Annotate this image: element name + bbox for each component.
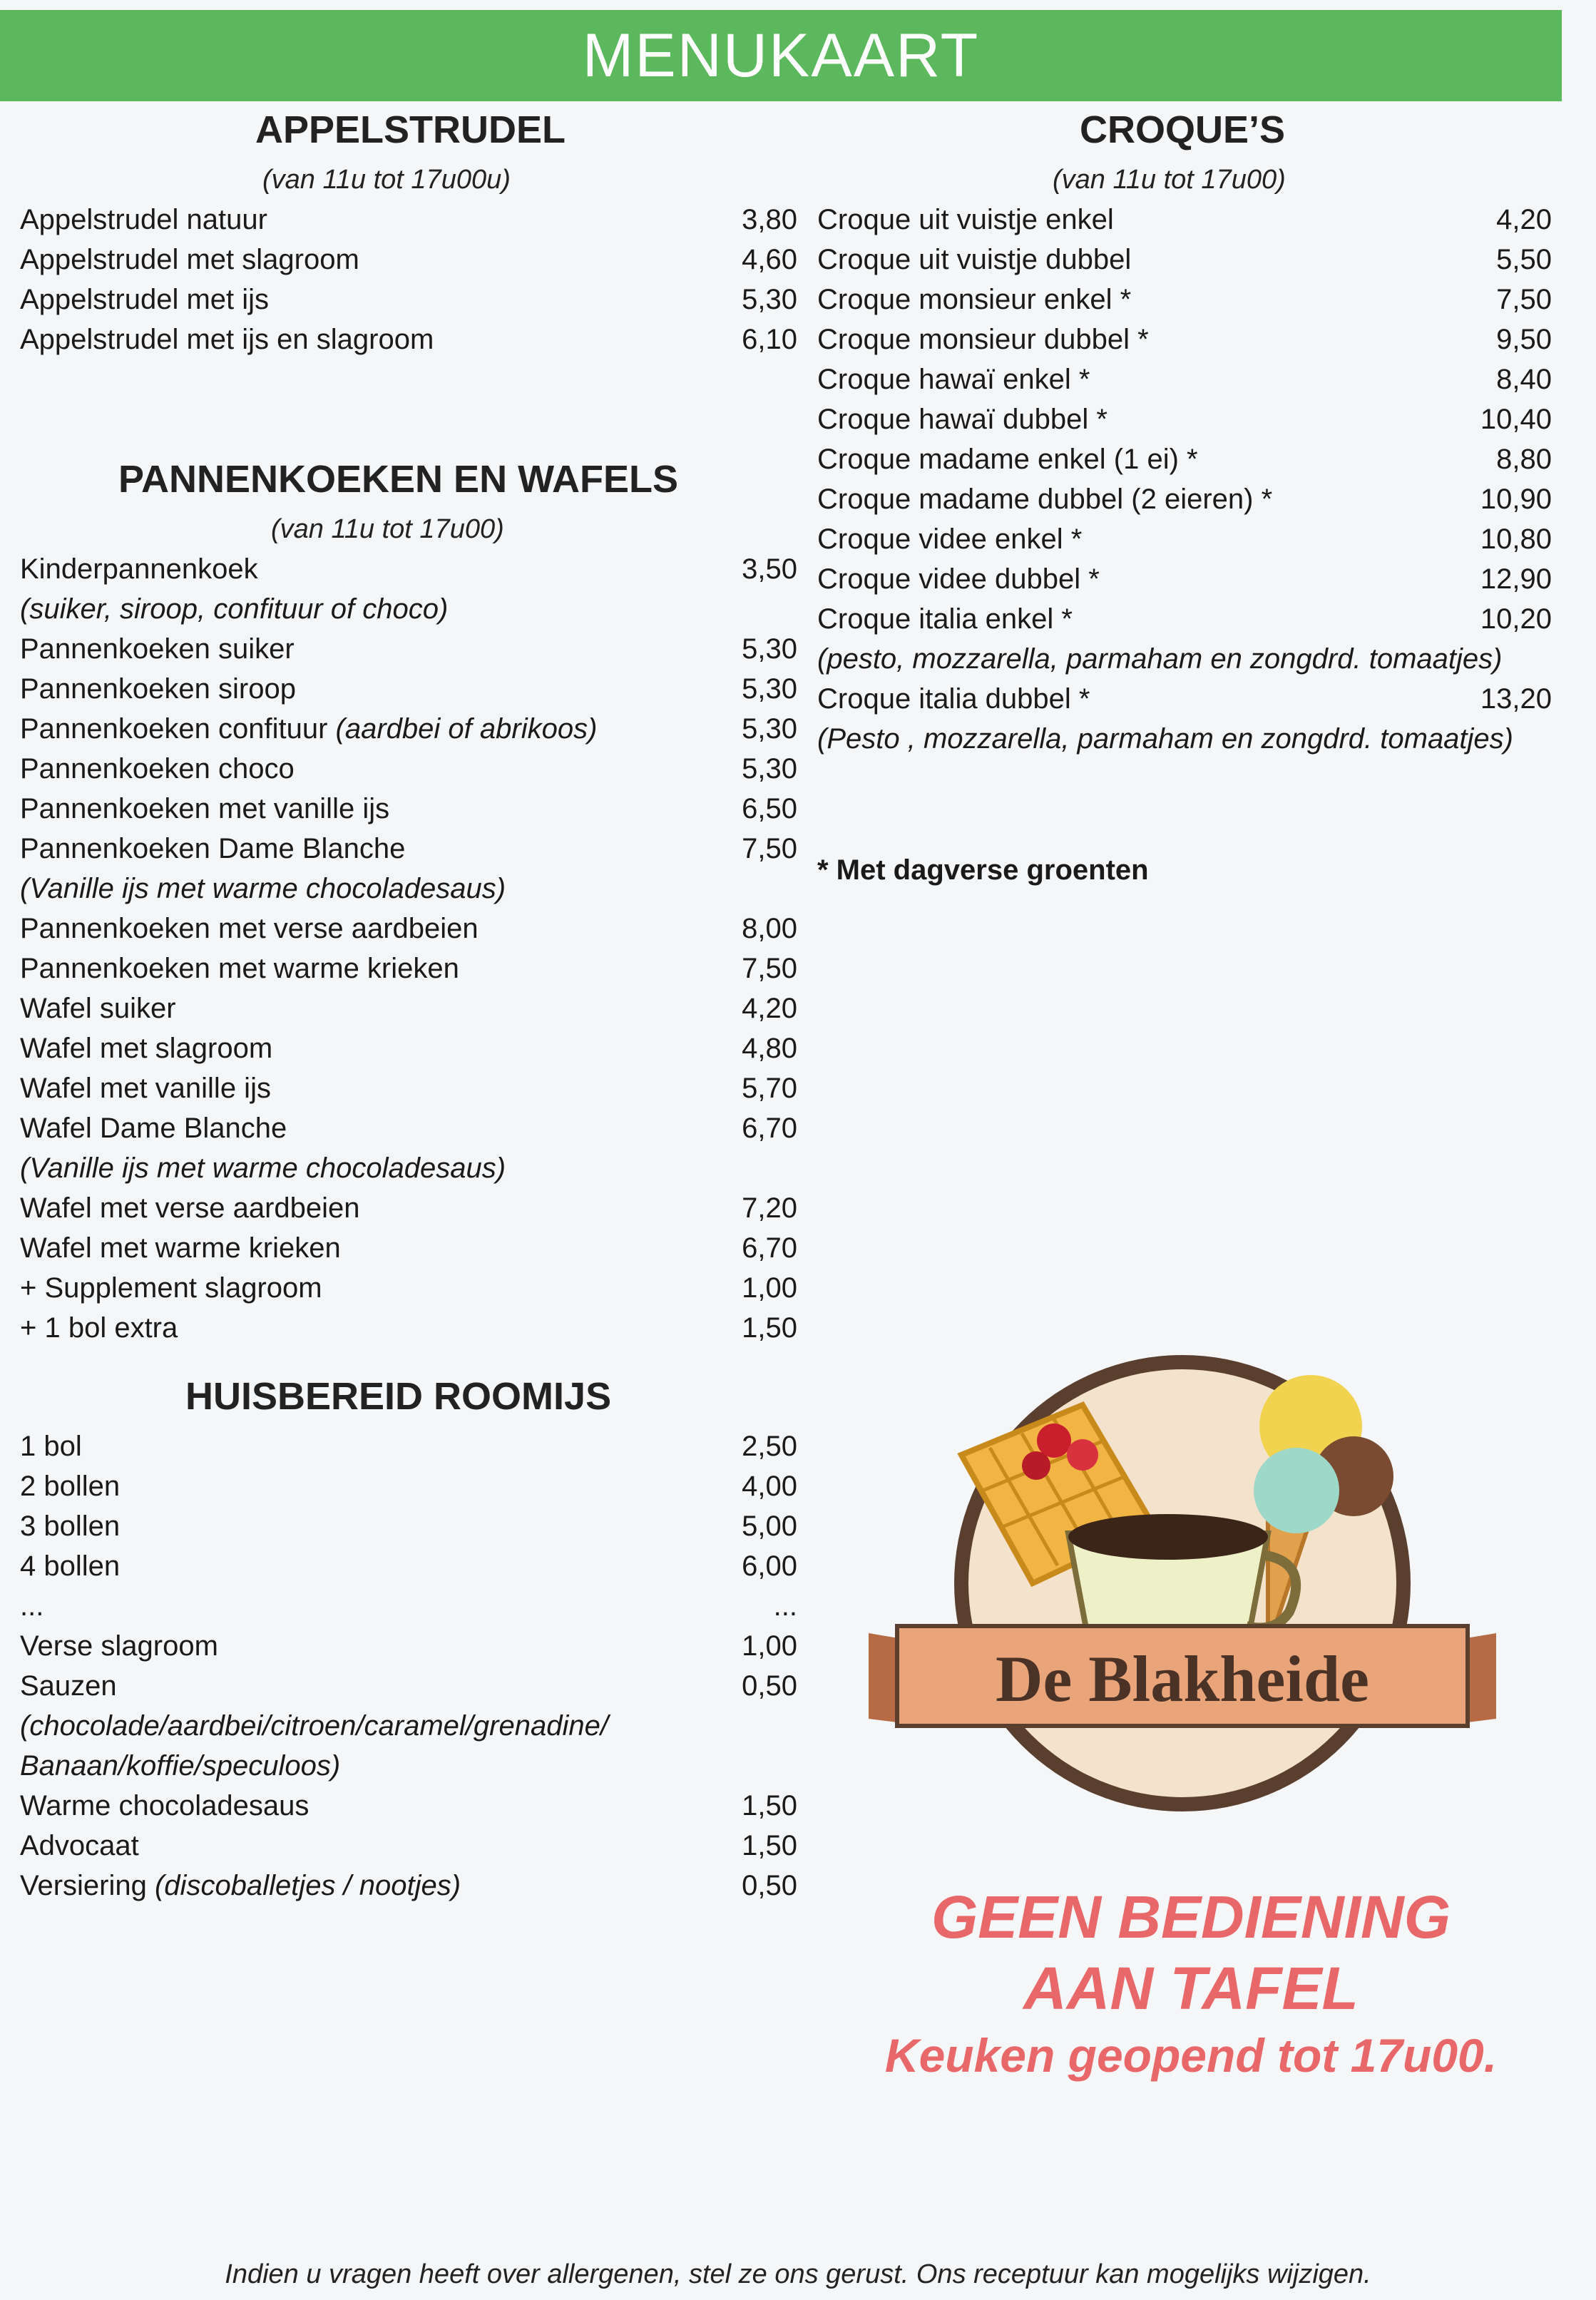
- kitchen-hours: Keuken geopend tot 17u00.: [884, 2029, 1498, 2082]
- menu-item: Sauzen 0,50: [20, 1670, 797, 1702]
- menu-item: Appelstrudel met ijs 5,30: [20, 284, 797, 315]
- pannenkoeken-title: PANNENKOEKEN EN WAFELS: [118, 458, 679, 501]
- menu-item: Verse slagroom 1,00: [20, 1630, 797, 1662]
- menu-item: Wafel met vanille ijs 5,70: [20, 1073, 797, 1104]
- croques-subtitle: (van 11u tot 17u00): [1053, 165, 1286, 195]
- pannenkoeken-section: [20, 449, 797, 1348]
- roomijs-section: [20, 1366, 797, 1906]
- menu-item: Pannenkoeken siroop 5,30: [20, 673, 797, 705]
- menu-item: Pannenkoeken met warme krieken 7,50: [20, 953, 797, 984]
- no-service-line-2: AAN TAFEL: [1023, 1955, 1359, 2022]
- no-service-line-1: GEEN BEDIENING: [931, 1884, 1451, 1951]
- menu-item: Croque madame dubbel (2 eieren) * 10,90: [817, 484, 1552, 515]
- de-blakheide-logo: [869, 1312, 1496, 1854]
- menu-item: Croque madame enkel (1 ei) * 8,80: [817, 444, 1552, 475]
- menu-item: Warme chocoladesaus 1,50: [20, 1790, 797, 1821]
- appelstrudel-title: APPELSTRUDEL: [255, 108, 566, 151]
- appelstrudel-subtitle: (van 11u tot 17u00u): [262, 165, 511, 195]
- menu-item: Wafel met slagroom 4,80: [20, 1033, 797, 1064]
- croques-title: CROQUE’S: [1080, 108, 1286, 151]
- menu-item: Pannenkoeken confituur (aardbei of abrikoos) 5,30: [20, 713, 797, 745]
- allergen-footer: Indien u vragen heeft over allergenen, stel ze ons gerust. Ons receptuur kan mogelijks wijzigen.: [225, 2259, 1371, 2289]
- item-note: (pesto, mozzarella, parmaham en zongdrd. tomaatjes): [817, 643, 1503, 675]
- menu-item: Pannenkoeken suiker 5,30: [20, 633, 797, 665]
- menu-item: Croque italia enkel * 10,20: [817, 603, 1552, 635]
- menu-item: 3 bollen 5,00: [20, 1511, 797, 1542]
- roomijs-title: HUISBEREID ROOMIJS: [185, 1375, 612, 1418]
- menu-item: Croque uit vuistje dubbel 5,50: [817, 244, 1552, 275]
- item-note: (chocolade/aardbei/citroen/caramel/grenadine/ Banaan/koffie/speculoos): [20, 1710, 608, 1782]
- menu-item: 1 bol 2,50: [20, 1431, 797, 1462]
- menu-item: 2 bollen 4,00: [20, 1471, 797, 1502]
- menu-item: Pannenkoeken met vanille ijs 6,50: [20, 793, 797, 824]
- menu-item: Pannenkoeken met verse aardbeien 8,00: [20, 913, 797, 944]
- menu-banner: [0, 10, 1562, 101]
- menu-item: Wafel suiker 4,20: [20, 993, 797, 1024]
- menu-item: Wafel met verse aardbeien 7,20: [20, 1192, 797, 1224]
- menu-item: Advocaat 1,50: [20, 1830, 797, 1861]
- left-column: [20, 100, 797, 1906]
- menu-item: Wafel Dame Blanche 6,70: [20, 1113, 797, 1144]
- menu-item: Pannenkoeken Dame Blanche 7,50: [20, 833, 797, 864]
- menu-item: Appelstrudel natuur 3,80: [20, 204, 797, 235]
- menu-item: Kinderpannenkoek 3,50: [20, 553, 797, 585]
- item-note: (suiker, siroop, confituur of choco): [20, 593, 449, 625]
- menu-item: + 1 bol extra 1,50: [20, 1312, 797, 1344]
- right-column: [817, 100, 1552, 890]
- menu-item: Croque videe enkel * 10,80: [817, 523, 1552, 555]
- menu-item: Croque italia dubbel * 13,20: [817, 683, 1552, 715]
- menu-item: Croque uit vuistje enkel 4,20: [817, 204, 1552, 235]
- menu-title: MENUKAART: [582, 21, 980, 90]
- pannenkoeken-subtitle: (van 11u tot 17u00): [271, 514, 504, 544]
- item-note: (Vanille ijs met warme chocoladesaus): [20, 1152, 506, 1184]
- menu-item: Croque monsieur dubbel * 9,50: [817, 324, 1552, 355]
- menu-item: Croque hawaï dubbel * 10,40: [817, 404, 1552, 435]
- menu-item: Croque monsieur enkel * 7,50: [817, 284, 1552, 315]
- menu-item: 4 bollen 6,00: [20, 1550, 797, 1582]
- logo-brand-text: De Blakheide: [996, 1642, 1369, 1715]
- item-note: (Vanille ijs met warme chocoladesaus): [20, 873, 506, 904]
- menu-item: Wafel met warme krieken 6,70: [20, 1232, 797, 1264]
- appelstrudel-section: [20, 100, 797, 359]
- menu-item: ... ...: [20, 1590, 797, 1622]
- menu-item: Pannenkoeken choco 5,30: [20, 753, 797, 784]
- item-note: (Pesto , mozzarella, parmaham en zongdrd. tomaatjes): [817, 723, 1513, 755]
- logo-illustration: [869, 1312, 1496, 1854]
- croques-footnote: * Met dagverse groenten: [817, 854, 1149, 886]
- menu-item: Appelstrudel met slagroom 4,60: [20, 244, 797, 275]
- menu-item: Versiering (discoballetjes / nootjes) 0,50: [20, 1870, 797, 1901]
- menu-item: Appelstrudel met ijs en slagroom 6,10: [20, 324, 797, 355]
- menu-item: Croque videe dubbel * 12,90: [817, 563, 1552, 595]
- croques-section: [817, 100, 1552, 890]
- menu-item: Croque hawaï enkel * 8,40: [817, 364, 1552, 395]
- menu-item: + Supplement slagroom 1,00: [20, 1272, 797, 1304]
